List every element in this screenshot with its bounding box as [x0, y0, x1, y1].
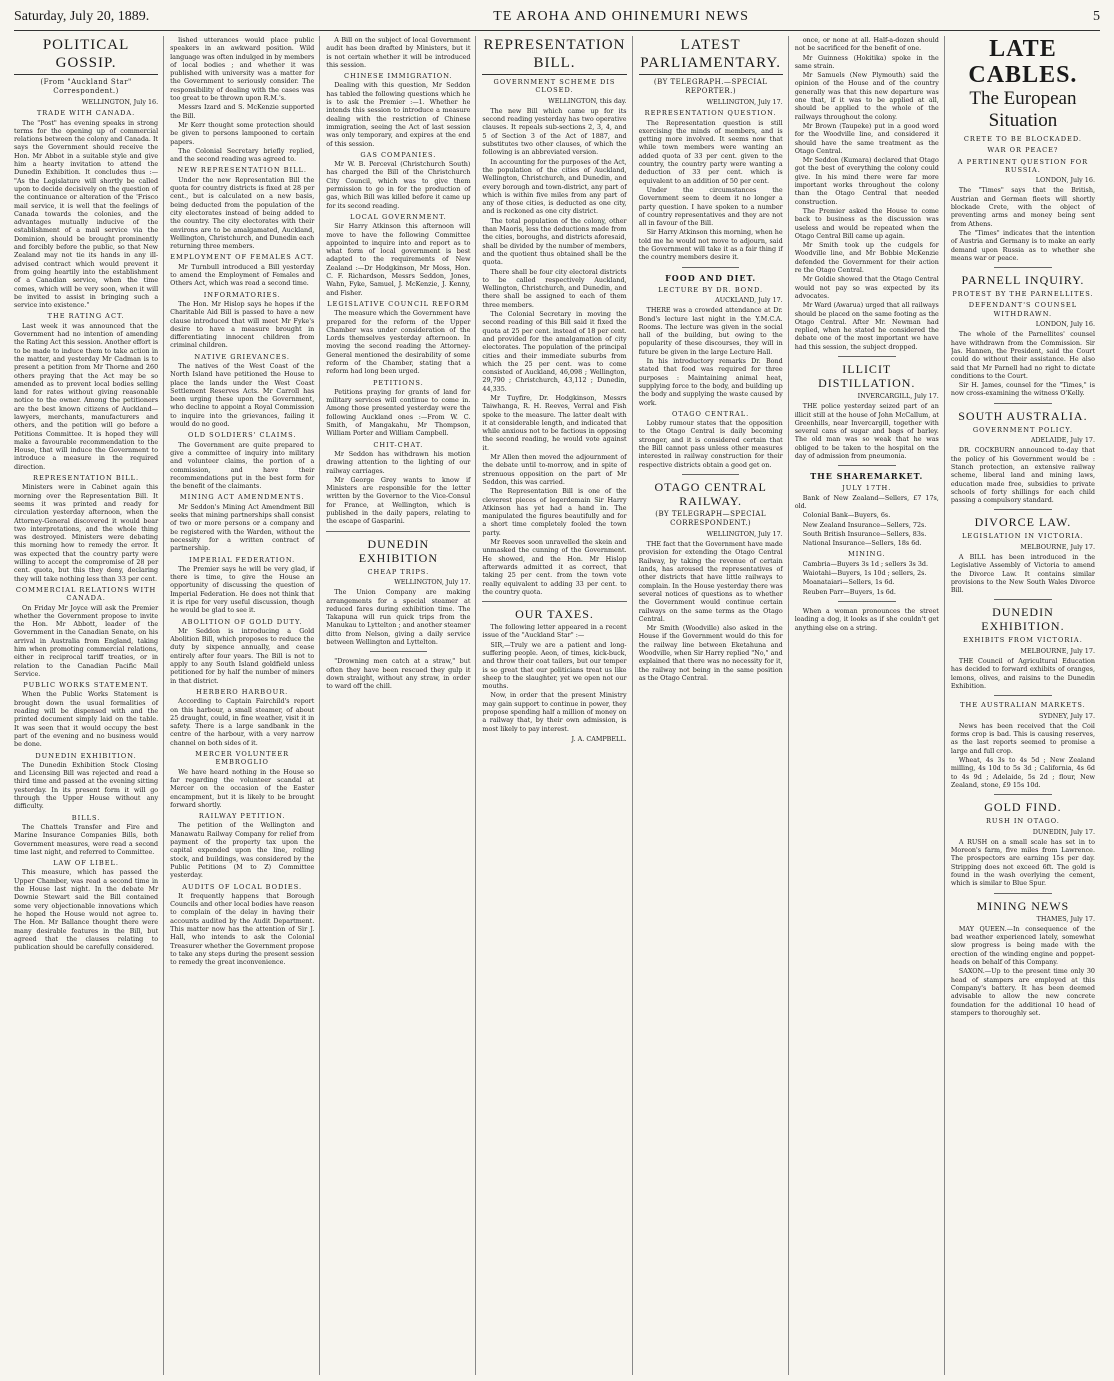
article-paragraph: Mr W. B. Perceval (Christchurch South) has charged the Bill of the Christchurch City Council, which was to give them permission to go in for the production of gas, which Bill was killed before it came up for its second reading.: [326, 160, 471, 210]
article-paragraph: "Drowning men catch at a straw," but often they have been rescued they gulp it down straight, without any straw, in order to ward off the chill.: [326, 657, 471, 691]
section-heading: OLD SOLDIERS' CLAIMS.: [187, 431, 297, 440]
article-paragraph: Petitions praying for grants of land for military services will continue to come in. Among those presented yesterday were the following Auckland ones :—From W. C. Smith, of Mangakahu, Mr Thompson, William Porter and William Campbell.: [326, 387, 471, 438]
divorce-law-heading: DIVORCE LAW.: [974, 515, 1072, 530]
article-paragraph: The Representation question is still exercising the minds of members, and is getting more involved. It seems now that while town members were wanting an added quota of 33 per cent. given to the country, the country party were wanting a deduction of 33 per cent. which is equivalent to an addition of 50 per cent.: [638, 118, 783, 185]
page-number: 5: [1093, 9, 1100, 24]
dateline: WELLINGTON, this day.: [548, 96, 627, 105]
section-heading: CHIT-CHAT.: [373, 440, 424, 449]
article-paragraph: Wheat, 4s 3s to 4s 5d ; New Zealand milling, 4s 10d to 5s 3d ; California, 4s 6d to 4s 9d ; Adelaide, 5s 2d ; flour, New Zealand, stone, £9 15s 10d.: [950, 756, 1095, 789]
article-paragraph: The Hon. Mr Hislop says he hopes if the Charitable Aid Bill is passed to have a new clause introduced that will meet Mr Fyke's desire to have a measure brought in differentiating innocent children from criminal children.: [170, 299, 315, 350]
masthead-date: Saturday, July 20, 1889.: [14, 9, 150, 24]
column-5: [639, 36, 789, 1375]
signature: J. A. CAMPBELL.: [571, 734, 627, 743]
masthead-title: TE AROHA AND OHINEMURI NEWS: [493, 9, 749, 24]
article-paragraph: The Government are quite prepared to give a committee of inquiry into military and volunteer claims, the portion of a commission, and have their recommendations put in the best form for the benefit of the claimants.: [170, 440, 315, 491]
dunedin-exhibition-heading: DUNEDIN EXHIBITION: [358, 536, 439, 565]
article-paragraph: Messrs Izard and S. McKenzie supported the Bill.: [170, 103, 315, 120]
gold-find-heading: GOLD FIND.: [984, 800, 1062, 815]
illicit-distillation-heading: ILLICIT DISTILLATION.: [818, 361, 916, 390]
article-paragraph: Now, in order that the present Ministry may gain support to continue in power, they propose spending half a million of money on a railway that, by their own admission, is most likely to pay interest.: [482, 691, 627, 733]
divider: [994, 509, 1052, 510]
dateline: WELLINGTON, July 17.: [706, 98, 783, 106]
divider: [994, 794, 1052, 795]
article-paragraph: According to Captain Fairchild's report on this harbour, a small steamer, of about 25 draught, could, in fine weather, visit it in safety. There is a large sandbank in the centre of the harbour, with a very narrow channel on both sides of it.: [170, 697, 315, 747]
article-paragraph: Mr Reeves soon unravelled the skein and unmasked the cunning of the Government. He showed, and the Hon. Mr Hislop afterwards admitted it as correct, that taking 25 per cent. from the town vote really equivalent to adding 33 per cent. to the country quota.: [482, 538, 627, 596]
section-heading: AUDITS OF LOCAL BODIES.: [182, 882, 303, 891]
article-paragraph: Dealing with this question, Mr Seddon has tabled the following questions which he is to ask the Premier :—1. Whether he intends this session to introduce a measure dealing with the restriction of Chinese immigration, seeing the Act of last session was only temporary, and expires at the end of this session.: [326, 81, 471, 148]
dateline: AUCKLAND, July 17.: [715, 295, 783, 304]
food-and-diet-heading: FOOD AND DIET.: [665, 272, 757, 283]
section-heading: OTAGO CENTRAL.: [672, 409, 750, 418]
section-heading: IMPERIAL FEDERATION.: [189, 555, 296, 564]
political-gossip-heading: POLITICAL GOSSIP.: [14, 36, 158, 75]
article-paragraph: Mr Seddon (Kumara) declared that Otago got the best of everything the colony could give. In his mind there were far more important works throughout the colony than the Otago Central that needed construction.: [794, 156, 939, 206]
article-paragraph: A Bill on the subject of local Government audit has been drafted by Ministers, but it is not certain whether it will be introduced this session.: [326, 36, 471, 69]
subheading: LEGISLATION IN VICTORIA.: [962, 532, 1084, 541]
article-paragraph: THE fact that the Government have made provision for extending the Otago Central Railway, by taking the revenue of certain lands, has aroused the representatives of other districts that have little railways to complain. In the House yesterday there was several notices of questions as to whether the Government would continue certain railways on the same terms as the Otago Central.: [638, 540, 783, 623]
section-heading: THE RATING ACT.: [47, 312, 125, 321]
subheading: JULY 17TH.: [842, 484, 892, 493]
section-heading: MINING ACT AMENDMENTS.: [179, 493, 305, 502]
article-paragraph: Mr Seddon's Mining Act Amendment Bill seeks that mining partnerships shall consist of two or more persons or a company and be registered with the Warden, without the necessity for a written contract of partnership.: [170, 502, 315, 553]
dateline: LONDON, July 16.: [1035, 176, 1095, 185]
article-paragraph: Sir Harry Atkinson this afternoon will move to have the following Committee appointed to inquire into and report as to what form of local government is best adapted to the requirements of New Zealand :—Dr Hodgkinson, Mr Moss, Hon. C. F. Richardson, Messrs Seddon, Jones, Wahn, Fyke, Samuel, J. McKenzie, J. Kenny, and Fisher.: [326, 222, 471, 297]
article-paragraph: Under the circumstances the Government seem to deem it no longer a party question. I have spoken to a number of country representatives and they are not all in favour of the Bill.: [638, 185, 783, 228]
share-quote: Reuben Parr—Buyers, 1s 6d.: [802, 587, 896, 596]
dateline: WELLINGTON, July 17.: [706, 529, 783, 538]
article-paragraph: The natives of the West Coast of the North Island have petitioned the House to place the lands under the West Coast Settlement Reserves Acts. Mr Carroll has been urging these upon the Government, who decline to appoint a Royal Commission to inquire into the grievances, failing it would do no good.: [170, 361, 315, 429]
dateline: ADELAIDE, July 17.: [1030, 436, 1095, 445]
article-paragraph: Mr Smith took up the cudgels for Woodville line, and Mr Bobbie McKenzie defended the Government for their action re the Otago Central.: [794, 241, 939, 275]
section-heading: COMMERCIAL RELATIONS WITH CANADA.: [15, 585, 157, 603]
section-heading: NATIVE GRIEVANCES.: [194, 352, 290, 361]
article-paragraph: The Dunedin Exhibition Stock Closing and Licensing Bill was rejected and read a third time and passed at the evening sitting yesterday. In its present form it will go through the Upper House without any difficulty.: [14, 760, 159, 811]
article-paragraph: The total population of the colony, other than Maoris, less the deductions made from the cities, boroughs, and districts aforesaid, shall be divided by the number of members, and the quotient thus obtained shall be the quota.: [482, 216, 627, 267]
section-heading: LEGISLATIVE COUNCIL REFORM: [327, 299, 470, 308]
article-paragraph: THE police yesterday seized part of an illicit still at the house of John McCallum, at Greenhills, near Invercargill, together with several cans of sugar and bags of barley. The old man was so weak that he was obliged to be taken to the hospital on the day of admission from pneumonia.: [794, 402, 939, 461]
subheading: EXHIBITS FROM VICTORIA.: [963, 636, 1083, 645]
byline: (From "Auckland Star" Correspondent.): [40, 78, 132, 95]
latest-parliamentary-heading: LATEST PARLIAMENTARY.: [639, 36, 783, 75]
article-paragraph: News has been received that the Coil forms crop is bad. This is causing reserves, as the last reports seemed to promise a large and full crop.: [950, 721, 1095, 755]
subheading: CRETE TO BE BLOCKADED.: [963, 135, 1082, 143]
dateline: MELBOURNE, July 17.: [1020, 542, 1095, 551]
divider: [838, 601, 896, 602]
article-paragraph: When a woman pronounces the street leading a dog, it looks as if she couldn't get anything else on a string.: [794, 606, 939, 632]
article-paragraph: Mr Turnbull introduced a Bill yesterday to amend the Employment of Females and Others Act, which was read a second time.: [170, 262, 315, 288]
article-paragraph: Ministers were in Cabinet again this morning over the Representation Bill. It seems it was printed and ready for circulation yesterday afternoon, when the Attorney-General discovered it would bear two interpretations, and the whole thing was destroyed. Ministers were debating this morning how to remedy the error. It was expected that the country party were willing to accept the compromise of 28 per cent. quota, but this they deny, declaring they will take nothing less than 33 per cent.: [14, 483, 159, 583]
section-heading: INFORMATORIES.: [203, 290, 281, 299]
divider: [682, 474, 740, 475]
article-paragraph: once, or none at all. Half-a-dozen should not be sacrificed for the benefit of one.: [794, 36, 939, 53]
article-paragraph: lished utterances would place public speakers in an awkward position. Wild language was often indulged in by members of local bodies ; and whether it was published with university was a matter for the Government to seriously consider. The responsibility of dealing with the cases was too great to be thrown upon R.M.'s.: [170, 36, 315, 103]
parnell-inquiry-heading: PARNELL INQUIRY.: [961, 273, 1085, 288]
article-paragraph: Mr Seddon has withdrawn his motion drawing attention to the lighting of our railway carriages.: [326, 449, 471, 475]
section-heading: PETITIONS.: [372, 378, 424, 387]
divider: [838, 356, 896, 357]
representation-bill-heading: REPRESENTATION BILL.: [482, 36, 626, 75]
subheading: MINING.: [847, 550, 886, 559]
article-paragraph: Mr Guinness (Hokitika) spoke in the same strain.: [794, 53, 939, 70]
column-4: [482, 36, 632, 1375]
byline: (BY TELEGRAPH.—SPECIAL REPORTER.): [653, 78, 768, 95]
section-heading: DUNEDIN EXHIBITION.: [35, 751, 137, 760]
article-paragraph: There shall be four city electoral districts to be called respectively Auckland, Wellington, Christchurch, and Dunedin, and there shall be assigned to each of them three members.: [482, 267, 627, 309]
masthead-rule: [14, 30, 1100, 31]
section-heading: BILLS.: [71, 813, 101, 822]
article-paragraph: Mr Samuels (New Plymouth) said the opinion of the House and of the country generally was that this new departure was one that, if it was to be applied at all, should be applied to the whole of the railways throughout the colony.: [794, 71, 939, 121]
subheading: RUSH IN OTAGO.: [985, 817, 1060, 826]
divider: [482, 601, 626, 602]
divider: [994, 267, 1052, 268]
article-paragraph: Mr Smith (Woodville) also asked in the House if the Government would do this for the railway line between Eketahuna and Woodville, when Sir Harry replied "No," and explained that there was no necessity for it, the railway not being in the same position as the Otago Central.: [638, 624, 783, 682]
article-paragraph: A RUSH on a small scale has set in to Moreon's farm, five miles from Lawrence. The prospectors are earning 15s per day. Stripping does not exceed 6ft. The gold is found in the wash overlying the cement, which is similar to Blue Spur.: [950, 837, 1095, 888]
subheading: DEFENDANT'S COUNSEL WITHDRAWN.: [968, 301, 1078, 318]
article-paragraph: The "Times" indicates that the intention of Austria and Germany is to make an early demand upon Russia as to whether she means war or peace.: [950, 228, 1095, 262]
article-paragraph: The new Bill which came up for its second reading yesterday has two operative clauses. It repeals sub-sections 2, 3, 4, and 5 of Section 3 of the Act of 1887, and substitutes two other clauses, of which the following is an abbreviated version.: [482, 106, 627, 157]
article-paragraph: Mr Seddon is introducing a Gold Abolition Bill, which proposes to reduce the duty by sixpence annually, and cease entirely after four years. The Bill is not to apply to any South Island goldfield unless petitioned for by half the number of miners in that district.: [170, 626, 315, 685]
masthead: [14, 6, 1100, 28]
section-heading: CHINESE IMMIGRATION.: [344, 72, 453, 81]
article-paragraph: THE Council of Agricultural Education has decided to forward exhibits of oranges, lemons, olives, and raisins to the Dunedin Exhibition.: [950, 657, 1095, 690]
article-paragraph: The Colonial Secretary briefly replied, and the second reading was agreed to.: [170, 146, 315, 164]
section-heading: TRADE WITH CANADA.: [36, 109, 136, 118]
article-paragraph: Under the new Representation Bill the quota for country districts is fixed at 28 per cent., but is calculated on a new basis, being deducted from the population of the city electorates instead of being added to the country. The city electorates with their environs are to be amalgamated, Auckland, Wellington, Christchurch, and Dunedin each returning three members.: [170, 175, 315, 251]
dunedin-exhibition-heading: DUNEDIN EXHIBITION.: [981, 605, 1065, 634]
section-heading: EMPLOYMENT OF FEMALES ACT.: [170, 253, 315, 262]
share-quote: National Insurance—Sellers, 18s 6d.: [802, 539, 922, 548]
share-quote: Colonial Bank—Buyers, 6s.: [802, 511, 891, 520]
subheading: CHEAP TRIPS.: [367, 567, 430, 576]
mining-news-heading: MINING NEWS: [976, 898, 1070, 913]
article-paragraph: The Premier says he will be very glad, if there is time, to give the House an opportunity of discussing the question of Imperial Federation. He does not think that it is ripe for very useful discussion, though he would be glad to see it.: [170, 564, 315, 615]
dateline: THAMES, July 17.: [1036, 914, 1095, 923]
share-quote: Cambria—Buyers 3s 1d ; sellers 3s 3d.: [802, 559, 929, 568]
australian-markets-heading: THE AUSTRALIAN MARKETS.: [960, 701, 1086, 710]
dateline: MELBOURNE, July 17.: [1020, 646, 1095, 655]
subheading: GOVERNMENT SCHEME DIS CLOSED.: [493, 78, 616, 95]
article-paragraph: Mr Tuyfire, Dr. Hodgkinson, Messrs Taiwhanga, R. H. Reeves, Verral and Fish spoke to the measure. The latter dealt with it at considerable length, and indicated that while anxious not to be factious in opposing the second reading, he would vote against it.: [482, 393, 627, 452]
share-quote: Bank of New Zealand—Sellers, £7 17s, old.: [794, 493, 939, 510]
article-paragraph: MAY QUEEN.—In consequence of the bad weather experienced lately, somewhat slow progress is being made with the erection of the winding engine and poppet-heads on behalf of this Company.: [950, 924, 1095, 967]
divider: [682, 267, 740, 268]
article-paragraph: Lobby rumour states that the opposition to the Otago Central is daily becoming stronger, and it is considered certain that the Bill cannot pass unless other measures interested in railway construction for their respective districts obtain a good get on.: [638, 419, 783, 469]
late-cables-heading: LATE CABLES.: [968, 36, 1078, 88]
share-quote: New Zealand Insurance—Sellers, 72s.: [802, 520, 927, 529]
article-paragraph: The Colonial Secretary in moving the second reading of this Bill said it fixed the quota at 25 per cent. instead of 18 per cent. and provided for the amalgamation of city electorates. The population of the principal cities and their immediate suburbs from which the 25 per cent. was to come consisted of Auckland, 46,098 ; Wellington, 29,790 ; Christchurch, 43,112 ; Dunedin, 44,335.: [482, 310, 627, 393]
article-paragraph: Mr Goldie showed that the Otago Central would not pay so was expected by its advocates.: [794, 275, 939, 300]
subheading: A PERTINENT QUESTION FOR RUSSIA.: [957, 157, 1089, 174]
article-paragraph: Mr Ward (Awarua) urged that all railways should be placed on the same footing as the Otago Central. After Mr. Newman had replied, when he stated he considered the debate one of the most important we have had this session, the subject dropped.: [794, 301, 939, 351]
article-paragraph: DR. COCKBURN announced to-day that the policy of his Government would be : Stanch protection, an extensive railway scheme, liberal land and mining laws, education made free, subsidies to private schools of forty shillings for each child passing a compulsory standard.: [950, 446, 1095, 505]
divider: [326, 531, 470, 532]
dateline: SYDNEY, July 17.: [1039, 711, 1095, 720]
article-paragraph: Mr Kerr thought some protection should be given to persons lampooned to certain papers.: [170, 120, 315, 146]
article-paragraph: We have heard nothing in the House so far regarding the volunteer scandal at Mercer on the occasion of the Easter encampment, but it is likely to be brought forward shortly.: [170, 767, 315, 809]
section-heading: REPRESENTATION BILL.: [33, 474, 140, 483]
article-paragraph: Mr George Grey wants to know if Ministers are responsible for the letter written by the Governor to the Vice-Consul for France, at Wellington, which is published in the daily papers, relating to the escape of Gasparini.: [326, 475, 471, 526]
dateline: DUNEDIN, July 17.: [1032, 827, 1095, 836]
column-6: [795, 36, 945, 1375]
article-paragraph: THERE was a crowded attendance at Dr. Bond's lecture last night in the Y.M.C.A. Rooms. The lecture was given in the social hall of the building, but owing to the popularity of these discourses, they will in future be given in the large Lecture Hall.: [638, 306, 783, 356]
dateline: WELLINGTON, July 17.: [394, 577, 471, 586]
article-paragraph: In accounting for the purposes of the Act, the population of the cities of Auckland, Wellington, Christchurch, and Dunedin, and every borough and town-district, any part of which is within five miles from any part of any of those cities, is deducted as one city, and is reckoned as one city district.: [482, 157, 627, 216]
dateline: WELLINGTON, July 16.: [81, 98, 159, 106]
section-heading: NEW REPRESENTATION BILL.: [177, 166, 307, 175]
section-heading: HERBERO HARBOUR.: [196, 687, 289, 696]
article-paragraph: The Representation Bill is one of the cleverest pieces of legerdemain Sir Harry Atkinson has yet had a hand in. The manipulated the figures beautifully and for a short time completely fooled the town party.: [482, 487, 627, 537]
article-paragraph: The following letter appeared in a recent issue of the "Auckland Star" :—: [482, 623, 627, 640]
article-paragraph: Mr Brown (Taupeke) put in a good word for the Woodville line, and considered it should have the same treatment as the Otago Central.: [794, 121, 939, 155]
section-heading: REPRESENTATION QUESTION.: [644, 109, 777, 118]
article-paragraph: The Chattels Transfer and Fire and Marine Insurance Companies Bills, both Government measures, were read a second time last night, and referred to Committee.: [14, 822, 159, 856]
column-1: [14, 36, 164, 1375]
subheading: GOVERNMENT POLICY.: [972, 425, 1073, 434]
column-2: [170, 36, 320, 1375]
section-heading: ABOLITION OF GOLD DUTY.: [181, 617, 303, 626]
article-paragraph: The "Post" has evening speaks in strong terms for the opening up of commercial relations between the colony and Canada. It says the Government should receive the Hon. Mr Abbot in a suitable style and give him a hearty invitation to attend the Dunedin Exhibition. It concludes thus :— "As the Legislature will shortly be called upon to decide decisively on the question of the continuance or alteration of the 'Frisco mail service, it is well that the feelings of Canada towards the colonies, and the advantages mutually inducive of the establishment of a mail service via the Dominion, should be brought prominently and forcibly before the public, so that New Zealand may not tie its hands in any ill-advised contract which would prevent it from going heartily into the establishment of a Canadian service, when the time comes, which will be very soon, when it will be invited to assist in bringing such a service into existence.": [14, 118, 159, 310]
dateline: LONDON, July 16.: [1035, 320, 1095, 329]
section-heading: LOCAL GOVERNMENT.: [349, 212, 447, 221]
share-quote: South British Insurance—Sellers, 83s.: [802, 529, 927, 538]
article-paragraph: A BILL has been introduced in the Legislative Assembly of Victoria to amend the Divorce Law. It contains similar provisions to the New South Wales Divorce Bill.: [950, 552, 1095, 595]
article-paragraph: The whole of the Parnellites' counsel have withdrawn from the Commission. Sir Jas. Hannen, the President, said the Court could do without their assistance. He also said that Mr Parnell had no right to dictate conditions to the Court.: [950, 330, 1095, 380]
share-quote: Waiotahi—Buyers, 1s 10d ; sellers, 2s.: [802, 569, 927, 578]
share-quote: Moanataiari—Sellers, 1s 6d.: [802, 578, 895, 587]
subheading: PROTEST BY THE PARNELLITES.: [952, 290, 1094, 299]
article-paragraph: SAXON.—Up to the present time only 30 head of stampers are employed at this Company's battery. It has been deemed advisable to allow the new concrete foundation for the additional 10 head of stampers to thoroughly set.: [950, 967, 1095, 1017]
divider: [994, 599, 1052, 600]
divider: [838, 465, 896, 466]
article-paragraph: The measure which the Government have prepared for the reform of the Upper Chamber was under consideration of the Lords themselves yesterday afternoon. In moving the second reading the Attorney-General mentioned the desirability of some reform of the Chamber, stating that a reform had long been urged.: [326, 309, 471, 376]
article-paragraph: When the Public Works Statement is brought down the usual formalities of reading will be dispensed with and the printed document simply laid on the table. It was seen that it would occupy the best part of the evening and no business would be done.: [14, 690, 159, 749]
article-paragraph: Mr Allen then moved the adjournment of the debate until to-morrow, and in spite of strenuous opposition on the part of Mr Seddon, this was carried.: [482, 453, 627, 486]
dateline: INVERCARGILL, July 17.: [857, 391, 939, 400]
subheading: LECTURE BY DR. BOND.: [658, 285, 764, 294]
article-paragraph: Sir H. James, counsel for the "Times," is now cross-examining the witness O'Kelly.: [950, 381, 1095, 398]
our-taxes-heading: OUR TAXES.: [515, 607, 594, 622]
south-australia-heading: SOUTH AUSTRALIA.: [958, 408, 1088, 423]
article-paragraph: The Union Company are making arrangements for a special steamer at reduced fares during exhibition time. The Takapuna will run quick trips from the Manukau to Lyttelton ; and another steamer ditto from Nelson, giving a daily service between Wellington and Lyttelton.: [326, 588, 471, 646]
article-paragraph: In his introductory remarks Dr. Bond stated that food was required for three purposes : Maintaining animal heat, supplying force to the body, and building up the body and supplying the waste caused by work.: [638, 357, 783, 407]
sharemarket-heading: THE SHAREMARKET.: [810, 471, 924, 482]
article-paragraph: On Friday Mr Joyce will ask the Premier whether the Government propose to invite the Hon. Mr Abbott, leader of the Government in the Canadian Senate, on his arrival in Australia from England, taking him when promoting commercial relations, either in reciprocal tariff treaties, or in relation to the Canadian Pacific Mail Service.: [14, 603, 159, 678]
article-paragraph: The Premier asked the House to come back to business as the discussion was useless and would be repeated when the Otago Central Bill came up again.: [794, 206, 939, 240]
subheading: WAR OR PEACE?: [987, 146, 1059, 155]
section-heading: RAILWAY PETITION.: [198, 812, 286, 821]
article-paragraph: Last week it was announced that the Government had no intention of amending the Rating Act this session. Another effort is to be made to induce them to take action in the matter, and yesterday Mr Cadman is to present a petition from Mr Thorne and 260 others praying that the Act may be so amended as to prevent local bodies selling land for rates without giving reasonable notice to the owner. Among the petitioners are the best known citizens of Auckland—lawyers, merchants, manufacturers and others, and the petition will go before a Petitions Committee. It is hoped they will make a favourable recommendation to the House, that will induce the Government to introduce a measure in the required direction.: [14, 321, 159, 471]
divider: [370, 651, 428, 652]
newspaper-columns: [14, 36, 1100, 1375]
byline: (BY TELEGRAPH—SPECIAL CORRESPONDENT.): [655, 509, 767, 527]
article-paragraph: This measure, which has passed the Upper Chamber, was read a second time in the House last night. In the debate Mr Downie Stewart said the Bill contained some very objectionable innovations which he hoped the House would not agree to. The Hon. Mr Ballance thought there were many desirable features in the Bill, but agreed that the clauses relating to publication should be carefully considered.: [14, 868, 159, 952]
otago-central-railway-heading: OTAGO CENTRAL RAILWAY.: [654, 479, 767, 508]
column-3: [326, 36, 476, 1375]
section-heading: PUBLIC WORKS STATEMENT.: [23, 681, 149, 690]
divider: [994, 893, 1052, 894]
article-paragraph: The petition of the Wellington and Manawatu Railway Company for relief from payment of the property tax upon the capital expended upon the line, rolling stock, and buildings, was considered by the Public Petitions (M to Z) Committee yesterday.: [170, 821, 315, 880]
article-paragraph: Sir Harry Atkinson this morning, when he told me he would not move to adjourn, said the Government will take it as a fair thing if the country members desire it.: [638, 228, 783, 262]
article-paragraph: SIR,—Truly we are a patient and long-suffering people. Aeon, of times, kick-buck, and throw their coat tailers, but our temper is so great that our politicians treat us like sheep to the slaughter, yet we open not our mouths.: [482, 640, 627, 691]
column-7: [951, 36, 1100, 1375]
section-heading: LAW OF LIBEL.: [53, 859, 120, 868]
article-paragraph: It frequently happens that Borough Councils and other local bodies have reason to complain of the delay in having their accounts audited by the Audit Department. This matter now has the attention of Sir J. Hall, who intends to ask the Colonial Treasurer whether the Government propose to take any steps during the present session to remedy the great inconvenience.: [170, 891, 315, 967]
divider: [994, 695, 1052, 696]
european-situation-heading: The European Situation: [969, 88, 1077, 131]
section-heading: GAS COMPANIES.: [360, 150, 437, 159]
section-heading: MERCER VOLUNTEER EMBROGLIO: [195, 750, 290, 767]
article-paragraph: The "Times" says that the British, Austrian and German fleets will shortly blockade Crete, with the object of preventing arms and money being sent from Athens.: [950, 186, 1095, 228]
divider: [994, 403, 1052, 404]
